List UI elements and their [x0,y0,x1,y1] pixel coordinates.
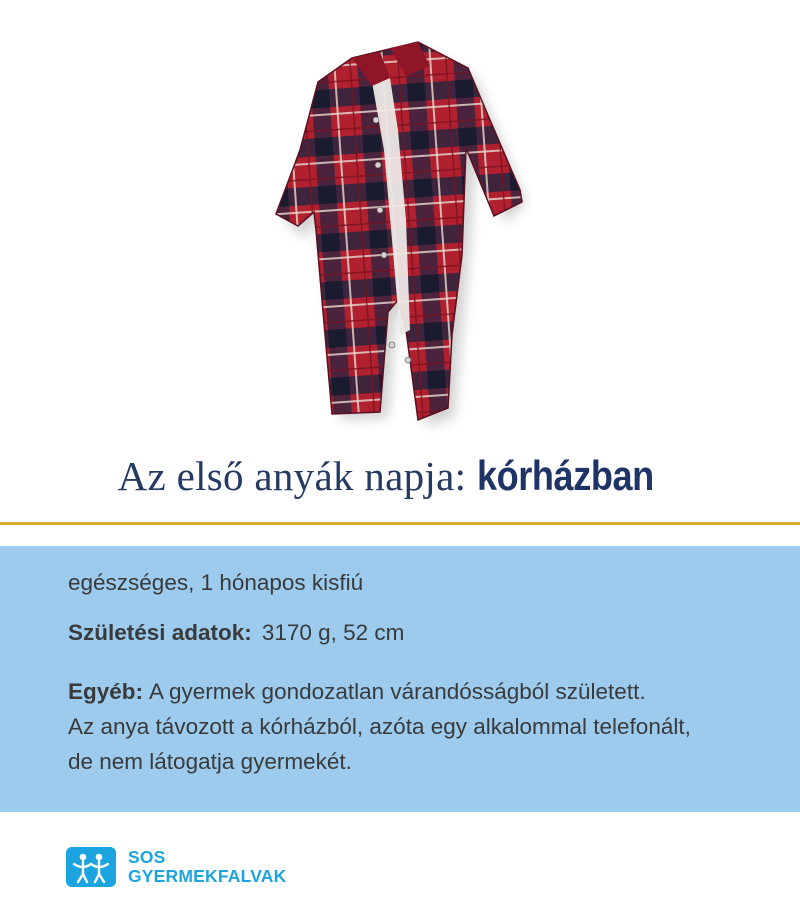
birth-data-label: Születési adatok: [68,620,252,645]
title-emphasis: kórházban [476,452,654,499]
birth-data-value: 3170 g, 52 cm [261,620,405,645]
other-value-1: A gyermek gondozatlan várandósságból született. [149,679,646,704]
page-title [0,452,800,500]
birth-data-row [68,620,404,646]
logo-line-1: SOS [128,847,166,867]
other-info-line-3: de nem látogatja gyermekét. [68,749,352,774]
info-panel [0,546,800,812]
logo-wordmark [128,848,287,886]
sos-children-icon [66,847,116,887]
plaid-romper-photo [0,0,800,440]
child-description: egészséges, 1 hónapos kisfiú [68,570,364,595]
other-info-line-1 [68,674,691,709]
logo-line-2: GYERMEKFALVAK [128,866,287,886]
other-info-line-2: Az anya távozott a kórházból, azóta egy alkalommal telefonált, [68,714,691,739]
other-info [68,674,691,779]
sos-logo [66,846,287,888]
gold-divider [0,522,800,525]
title-lead: Az első anyák napja: [117,453,477,499]
other-label: Egyéb: [68,679,144,704]
